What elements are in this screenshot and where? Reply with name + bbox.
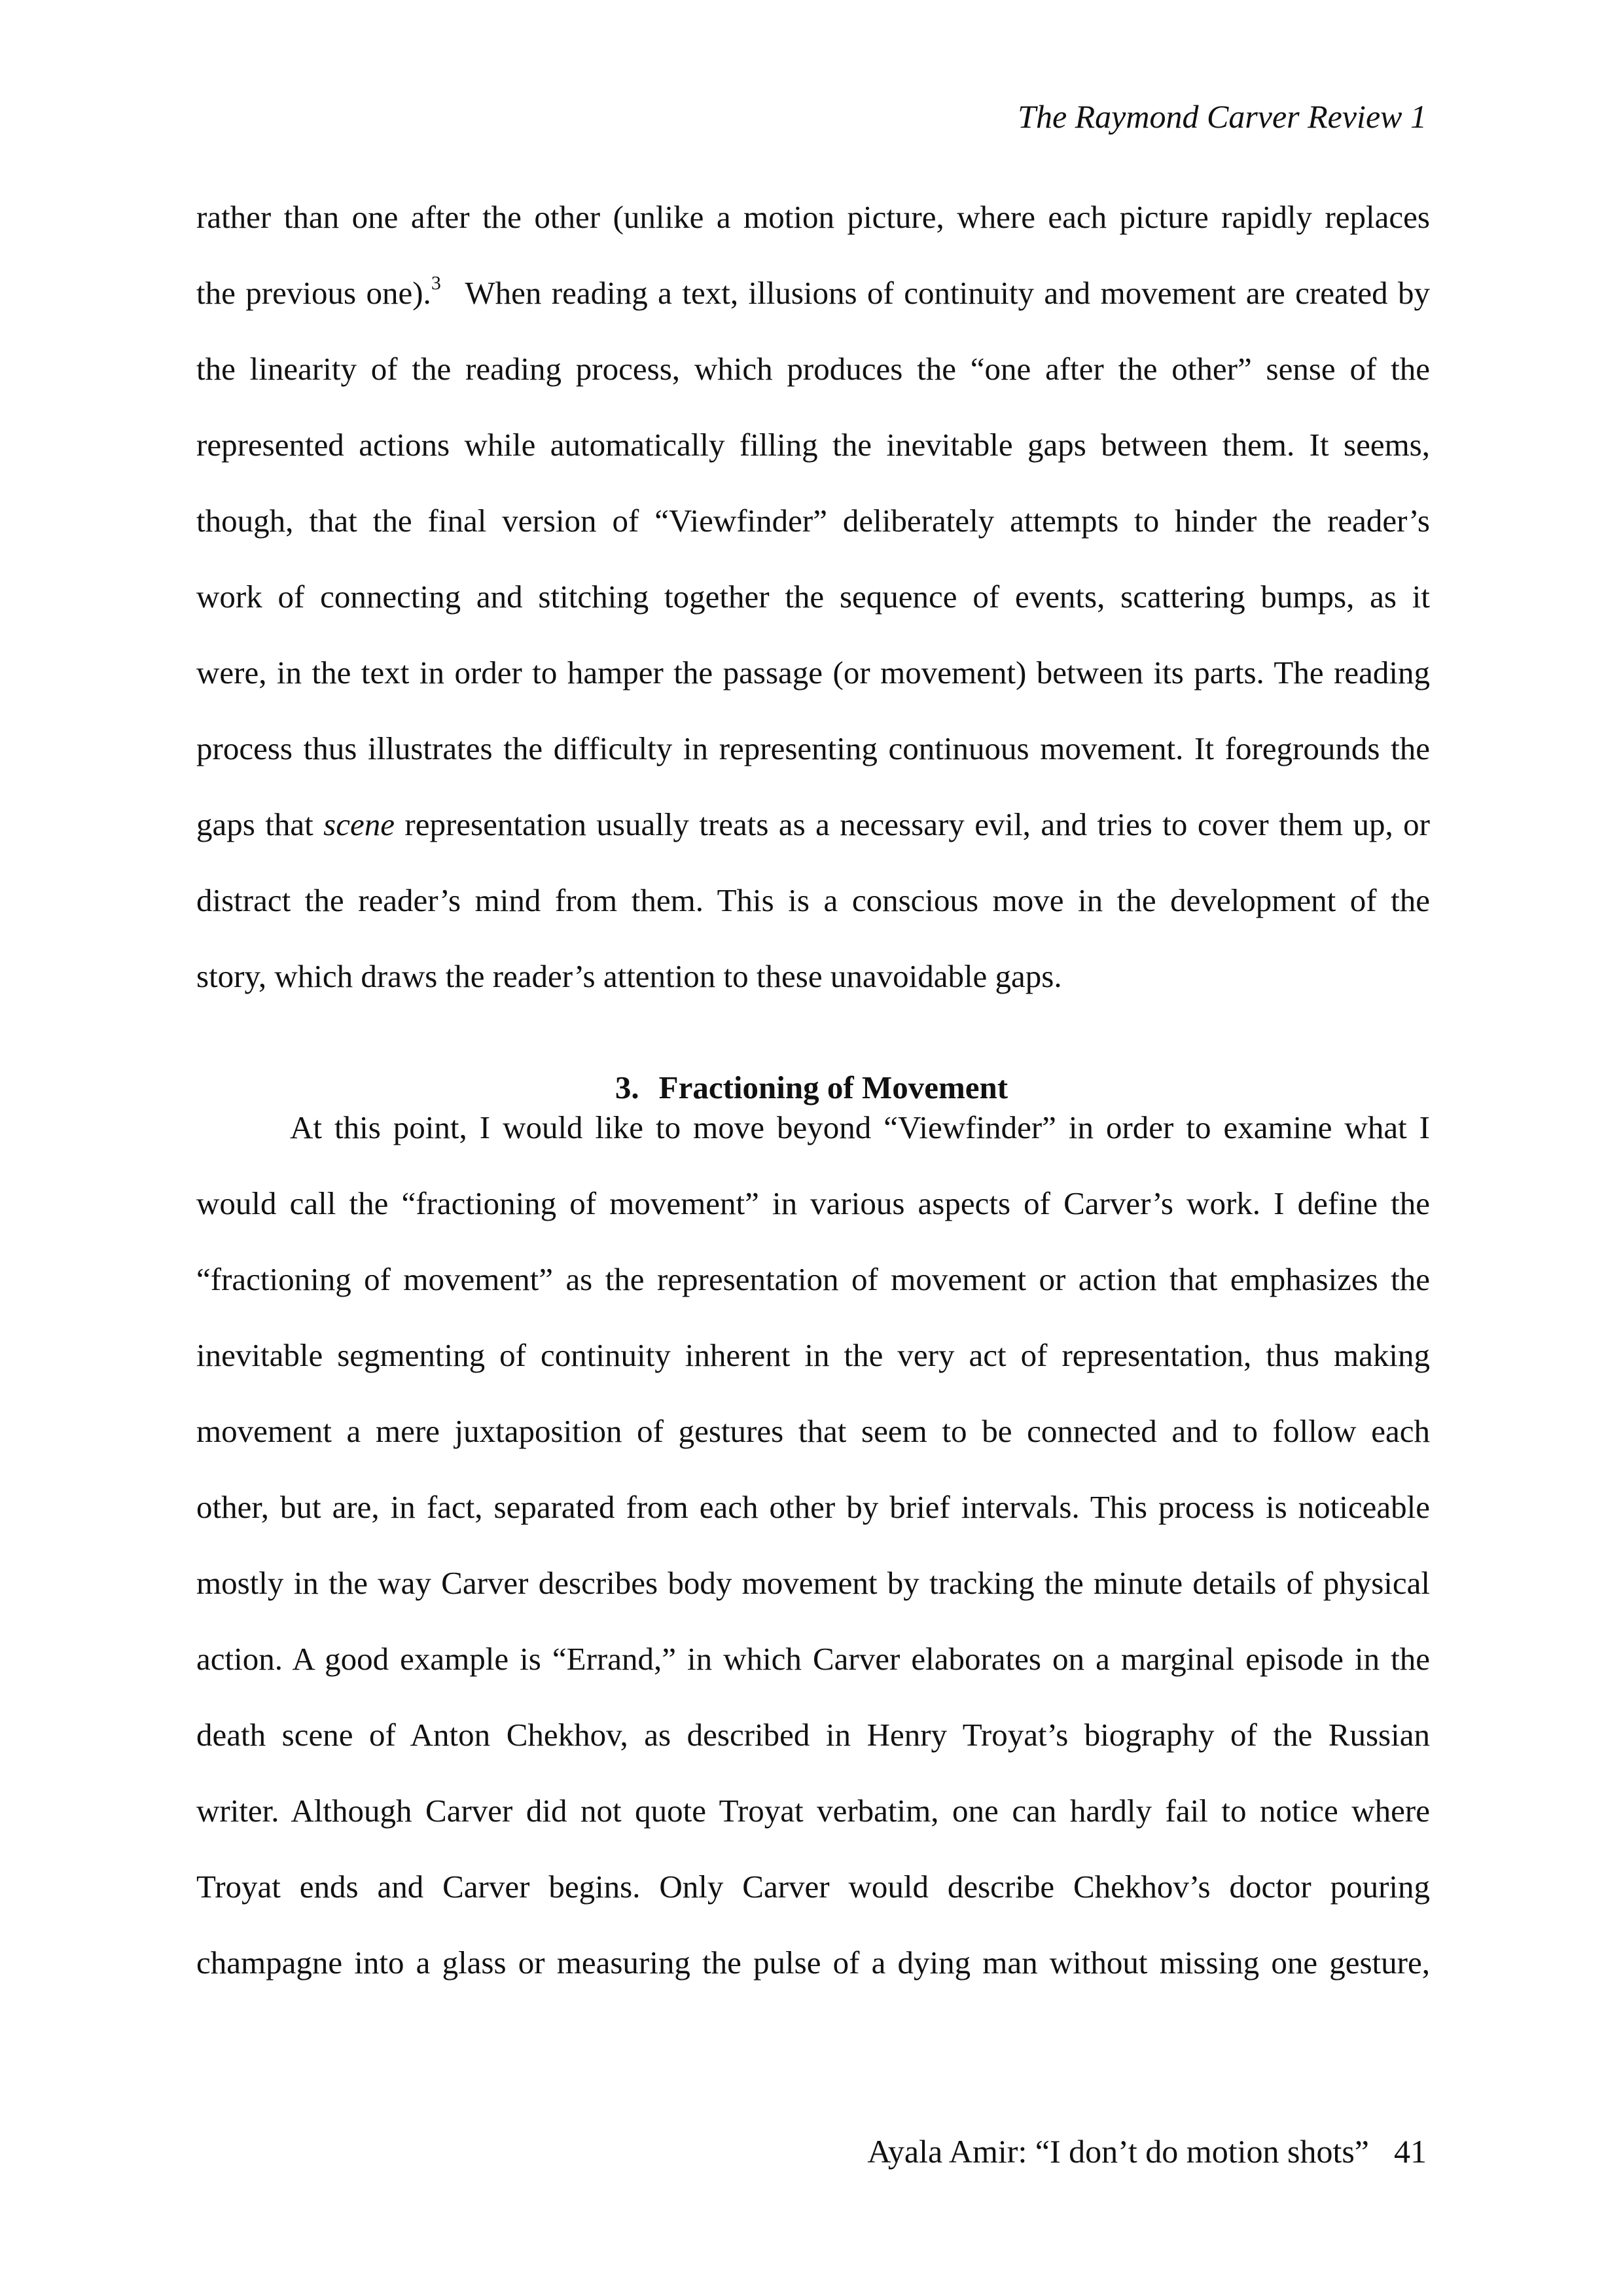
page-number: 41 [1394, 2133, 1427, 2170]
text-line: though, that the final version of “Viewfinder” deliberately attempts to hinder the reader’s [196, 503, 1430, 539]
text-line: writer. Although Carver did not quote Troyat verbatim, one can hardly fail to notice where [196, 1793, 1430, 1829]
footer-citation: Ayala Amir: “I don’t do motion shots” [867, 2133, 1369, 2170]
text-line: other, but are, in fact, separated from each other by brief intervals. This process is noticeable [196, 1489, 1430, 1525]
text-segment: representation usually treats as a necessary evil, and tries to cover them up, or [394, 806, 1430, 842]
text-line: work of connecting and stitching together the sequence of events, scattering bumps, as it [196, 579, 1430, 615]
text-line: story, which draws the reader’s attention to these unavoidable gaps. [196, 958, 1062, 994]
text-line: represented actions while automatically filling the inevitable gaps between them. It seems, [196, 427, 1430, 463]
text-line: At this point, I would like to move beyond “Viewfinder” in order to examine what I [290, 1109, 1430, 1145]
running-header: The Raymond Carver Review 1 [1018, 98, 1427, 135]
text-segment: the previous one). [196, 275, 431, 311]
italic-term: scene [323, 806, 395, 842]
text-line: the linearity of the reading process, which produces the “one after the other” sense of the [196, 351, 1430, 387]
text-line: were, in the text in order to hamper the passage (or movement) between its parts. The reading [196, 655, 1430, 691]
section-number: 3. [615, 1069, 639, 1105]
body-paragraph-2 [196, 1090, 1430, 2001]
section-title: Fractioning of Movement [658, 1069, 1008, 1105]
text-line: Troyat ends and Carver begins. Only Carver would describe Chekhov’s doctor pouring [196, 1869, 1430, 1905]
running-footer [867, 2132, 1427, 2171]
text-line: movement a mere juxtaposition of gestures that seem to be connected and to follow each [196, 1413, 1430, 1449]
text-segment: When reading a text, illusions of continuity and movement are created by [465, 275, 1431, 311]
text-line: process thus illustrates the difficulty in representing continuous movement. It foregrounds the [196, 730, 1430, 766]
text-line [196, 255, 1430, 331]
footnote-reference[interactable]: 3 [431, 272, 441, 294]
text-line: “fractioning of movement” as the representation of movement or action that emphasizes the [196, 1261, 1430, 1297]
text-line: would call the “fractioning of movement” in various aspects of Carver’s work. I define the [196, 1185, 1430, 1221]
body-paragraph-1 [196, 179, 1430, 1014]
text-line: mostly in the way Carver describes body movement by tracking the minute details of physical [196, 1565, 1430, 1601]
text-line: action. A good example is “Errand,” in which Carver elaborates on a marginal episode in the [196, 1641, 1430, 1677]
text-line: rather than one after the other (unlike a motion picture, where each picture rapidly replaces [196, 199, 1430, 235]
text-line: champagne into a glass or measuring the pulse of a dying man without missing one gesture, [196, 1945, 1430, 1981]
text-line [196, 787, 1430, 863]
text-segment: gaps that [196, 806, 324, 842]
text-line: inevitable segmenting of continuity inherent in the very act of representation, thus making [196, 1337, 1430, 1373]
text-line: distract the reader’s mind from them. This is a conscious move in the development of the [196, 882, 1430, 918]
text-line: death scene of Anton Chekhov, as described in Henry Troyat’s biography of the Russian [196, 1717, 1430, 1753]
